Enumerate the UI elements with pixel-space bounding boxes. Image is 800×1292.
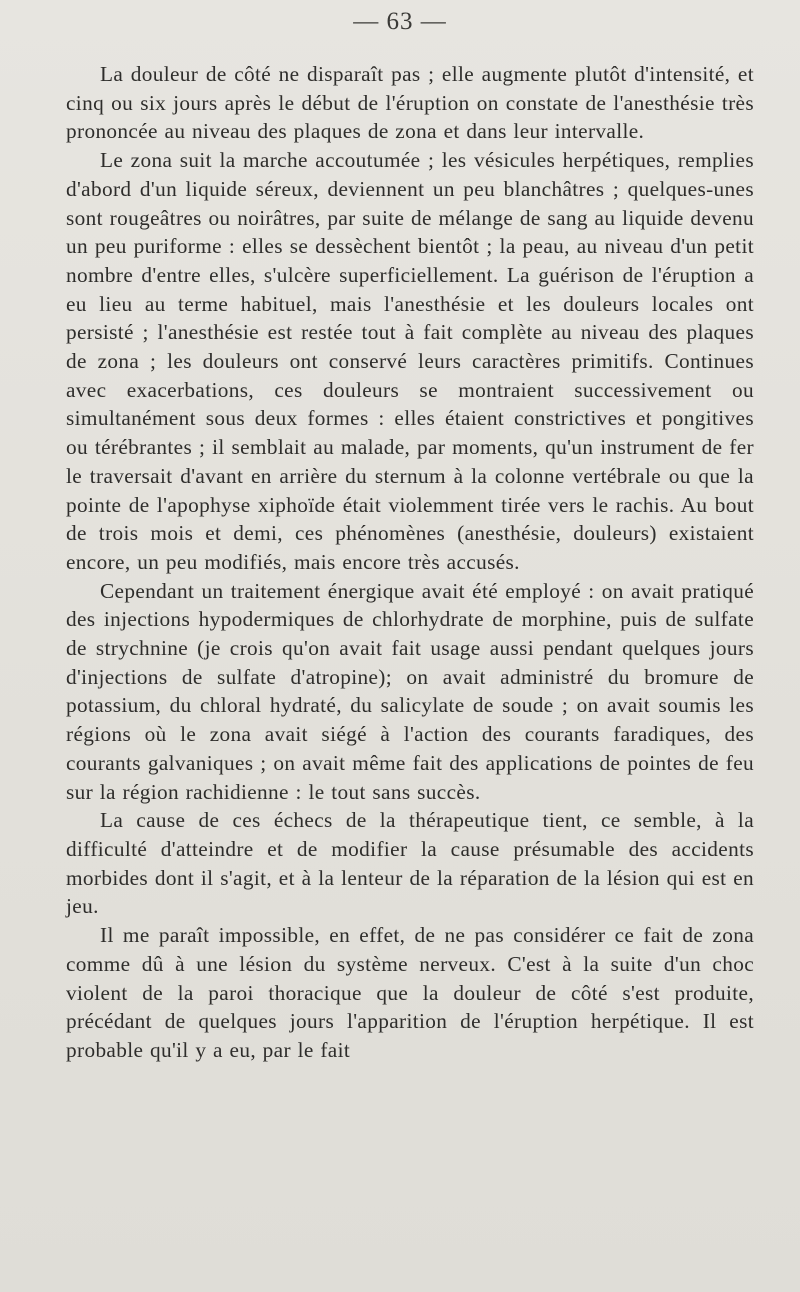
paragraph-5: Il me paraît impossible, en effet, de ne pas considérer ce fait de zona comme dû à une lésion du système nerveux. C'est à la suite d'un choc violent de la paroi thoracique que la douleur de côté s'est produite, précédant de quelques jours l'apparition de l'éruption herpétique. Il est probable qu'il y a eu, par le fait	[66, 923, 754, 1062]
paragraph-2: Le zona suit la marche accoutumée ; les vésicules herpétiques, remplies d'abord d'un liquide séreux, deviennent un peu blanchâtres ; quelques-unes sont rougeâtres ou noirâtres, par suite de mélange de sang au liquide devenu un peu puriforme : elles se dessèchent bientôt ; la peau, au niveau d'un petit nombre d'entre elles, s'ulcère superficiellement. La guérison de l'éruption a eu lieu au terme habituel, mais l'anesthésie et les douleurs locales ont persisté ; l'anesthésie est restée tout à fait complète au niveau des plaques de zona ; les douleurs ont conservé leurs caractères primitifs. Continues avec exacerbations, ces douleurs se montraient successivement ou simultanément sous deux formes : elles étaient constrictives et pongitives ou térébrantes ; il semblait au malade, par moments, qu'un instrument de fer le traversait d'avant en arrière du sternum à la colonne vertébrale ou que la pointe de l'apophyse xiphoïde était violemment tirée vers le rachis. Au bout de trois mois et demi, ces phénomènes (anesthésie, douleurs) existaient encore, un peu modifiés, mais encore très accusés.	[66, 148, 754, 574]
paragraph-3: Cependant un traitement énergique avait été employé : on avait pratiqué des injections hypodermiques de chlorhydrate de morphine, puis de sulfate de strychnine (je crois qu'on avait fait usage aussi pendant quelques jours d'injections de sulfate d'atropine); on avait administré du bromure de potassium, du chloral hydraté, du salicylate de soude ; on avait soumis les régions où le zona avait siégé à l'action des courants faradiques, des courants galvaniques ; on avait même fait des applications de pointes de feu sur la région rachidienne : le tout sans succès.	[66, 578, 754, 804]
paragraph-1: La douleur de côté ne disparaît pas ; elle augmente plutôt d'intensité, et cinq ou six jours après le début de l'éruption on constate de l'anesthésie très prononcée au niveau des plaques de zona et dans leur intervalle.	[66, 62, 754, 144]
page-number: — 63 —	[353, 8, 447, 35]
body-text	[66, 60, 754, 1065]
paragraph-4: La cause de ces échecs de la thérapeutique tient, ce semble, à la difficulté d'atteindre et de modifier la cause présumable des accidents morbides dont il s'agit, et à la lenteur de la réparation de la lésion qui est en jeu.	[66, 808, 754, 919]
